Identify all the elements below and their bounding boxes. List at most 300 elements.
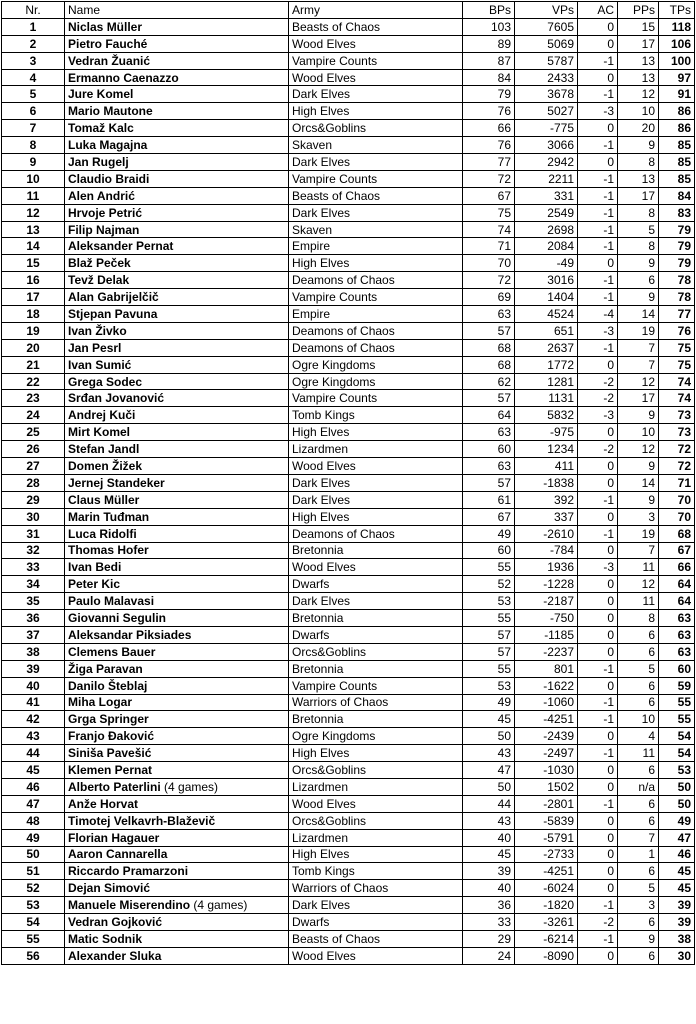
- player-name: Ivan Živko: [68, 323, 127, 338]
- cell-tps: 46: [659, 846, 695, 863]
- cell-bps: 24: [463, 947, 515, 964]
- table-row: [2, 880, 695, 897]
- cell-nr: 54: [2, 914, 65, 931]
- cell-vps: -2237: [515, 643, 578, 660]
- cell-bps: 57: [463, 643, 515, 660]
- cell-name: [65, 778, 289, 795]
- player-name: Tomaž Kalc: [68, 121, 134, 136]
- cell-name: [65, 914, 289, 931]
- cell-army: Warriors of Chaos: [289, 880, 463, 897]
- cell-nr: 24: [2, 407, 65, 424]
- cell-tps: 64: [659, 576, 695, 593]
- cell-bps: 40: [463, 880, 515, 897]
- column-header-pps: PPs: [618, 2, 659, 19]
- cell-nr: 14: [2, 238, 65, 255]
- cell-ac: 0: [578, 576, 618, 593]
- table-row: [2, 339, 695, 356]
- cell-ac: 0: [578, 880, 618, 897]
- table-row: [2, 238, 695, 255]
- table-row: [2, 677, 695, 694]
- cell-army: Wood Elves: [289, 559, 463, 576]
- cell-pps: 10: [618, 103, 659, 120]
- cell-pps: 13: [618, 170, 659, 187]
- cell-tps: 79: [659, 255, 695, 272]
- player-name: Andrej Kuči: [68, 408, 136, 423]
- player-name: Stjepan Pavuna: [68, 306, 158, 321]
- cell-pps: 8: [618, 238, 659, 255]
- player-name: Žiga Paravan: [68, 661, 143, 676]
- cell-vps: -2801: [515, 795, 578, 812]
- table-row: [2, 559, 695, 576]
- player-name: Luca Ridolfi: [68, 526, 137, 541]
- cell-pps: 11: [618, 593, 659, 610]
- table-row: [2, 778, 695, 795]
- cell-nr: 55: [2, 930, 65, 947]
- cell-nr: 32: [2, 542, 65, 559]
- cell-pps: 17: [618, 390, 659, 407]
- cell-pps: 5: [618, 221, 659, 238]
- games-note: (4 games): [193, 898, 248, 913]
- cell-name: [65, 626, 289, 643]
- table-row: [2, 711, 695, 728]
- cell-army: Warriors of Chaos: [289, 694, 463, 711]
- cell-nr: 48: [2, 812, 65, 829]
- cell-pps: 17: [618, 35, 659, 52]
- cell-ac: 0: [578, 120, 618, 137]
- cell-nr: 15: [2, 255, 65, 272]
- cell-bps: 40: [463, 829, 515, 846]
- cell-tps: 74: [659, 390, 695, 407]
- cell-nr: 52: [2, 880, 65, 897]
- cell-vps: 1404: [515, 289, 578, 306]
- cell-army: Orcs&Goblins: [289, 812, 463, 829]
- player-name: Claudio Braidi: [68, 171, 150, 186]
- cell-name: [65, 677, 289, 694]
- table-row: [2, 728, 695, 745]
- cell-nr: 29: [2, 491, 65, 508]
- cell-bps: 84: [463, 69, 515, 86]
- cell-tps: 73: [659, 407, 695, 424]
- cell-vps: -4251: [515, 711, 578, 728]
- cell-bps: 55: [463, 660, 515, 677]
- cell-name: [65, 947, 289, 964]
- table-row: [2, 170, 695, 187]
- cell-bps: 29: [463, 930, 515, 947]
- cell-bps: 76: [463, 137, 515, 154]
- table-row: [2, 103, 695, 120]
- cell-army: Beasts of Chaos: [289, 187, 463, 204]
- cell-nr: 36: [2, 610, 65, 627]
- cell-name: [65, 238, 289, 255]
- cell-ac: 0: [578, 542, 618, 559]
- cell-name: [65, 846, 289, 863]
- cell-ac: -1: [578, 491, 618, 508]
- cell-bps: 45: [463, 711, 515, 728]
- cell-pps: 8: [618, 610, 659, 627]
- cell-pps: 15: [618, 18, 659, 35]
- cell-army: Tomb Kings: [289, 407, 463, 424]
- cell-pps: 6: [618, 795, 659, 812]
- cell-pps: 6: [618, 694, 659, 711]
- cell-ac: 0: [578, 643, 618, 660]
- cell-ac: -1: [578, 238, 618, 255]
- cell-army: Dark Elves: [289, 474, 463, 491]
- games-note: (4 games): [164, 779, 219, 794]
- cell-nr: 21: [2, 356, 65, 373]
- column-header-bps: BPs: [463, 2, 515, 19]
- player-name: Alberto Paterlini: [68, 779, 161, 794]
- player-name: Grega Sodec: [68, 374, 143, 389]
- cell-army: High Elves: [289, 424, 463, 441]
- cell-name: [65, 35, 289, 52]
- cell-bps: 79: [463, 86, 515, 103]
- cell-ac: -1: [578, 170, 618, 187]
- cell-army: Deamons of Chaos: [289, 339, 463, 356]
- cell-army: Empire: [289, 306, 463, 323]
- cell-ac: 0: [578, 829, 618, 846]
- cell-army: High Elves: [289, 103, 463, 120]
- cell-nr: 8: [2, 137, 65, 154]
- table-body: [2, 18, 695, 964]
- cell-name: [65, 18, 289, 35]
- cell-vps: -8090: [515, 947, 578, 964]
- cell-ac: 0: [578, 69, 618, 86]
- cell-pps: 9: [618, 407, 659, 424]
- cell-vps: 337: [515, 508, 578, 525]
- cell-pps: 12: [618, 86, 659, 103]
- cell-name: [65, 593, 289, 610]
- cell-tps: 78: [659, 272, 695, 289]
- cell-vps: 5027: [515, 103, 578, 120]
- cell-vps: 7605: [515, 18, 578, 35]
- cell-pps: 6: [618, 643, 659, 660]
- cell-tps: 63: [659, 626, 695, 643]
- cell-pps: 7: [618, 339, 659, 356]
- cell-name: [65, 863, 289, 880]
- player-name: Florian Hagauer: [68, 830, 160, 845]
- cell-ac: -1: [578, 86, 618, 103]
- cell-ac: -3: [578, 103, 618, 120]
- cell-ac: 0: [578, 626, 618, 643]
- player-name: Alen Andrić: [68, 188, 135, 203]
- cell-vps: 3016: [515, 272, 578, 289]
- cell-army: Beasts of Chaos: [289, 18, 463, 35]
- cell-ac: -3: [578, 407, 618, 424]
- cell-pps: 6: [618, 677, 659, 694]
- table-row: [2, 863, 695, 880]
- cell-name: [65, 745, 289, 762]
- table-header: [2, 2, 695, 19]
- player-name: Franjo Đaković: [68, 729, 155, 744]
- cell-bps: 68: [463, 339, 515, 356]
- cell-nr: 37: [2, 626, 65, 643]
- cell-tps: 97: [659, 69, 695, 86]
- cell-name: [65, 711, 289, 728]
- cell-name: [65, 407, 289, 424]
- cell-vps: -1060: [515, 694, 578, 711]
- cell-ac: -2: [578, 373, 618, 390]
- cell-tps: 45: [659, 863, 695, 880]
- cell-vps: -775: [515, 120, 578, 137]
- cell-nr: 13: [2, 221, 65, 238]
- cell-tps: 47: [659, 829, 695, 846]
- cell-bps: 87: [463, 52, 515, 69]
- cell-army: Orcs&Goblins: [289, 762, 463, 779]
- cell-ac: -2: [578, 390, 618, 407]
- cell-name: [65, 221, 289, 238]
- cell-tps: 118: [659, 18, 695, 35]
- cell-army: High Elves: [289, 846, 463, 863]
- player-name: Pietro Fauché: [68, 36, 148, 51]
- cell-pps: 13: [618, 52, 659, 69]
- cell-bps: 45: [463, 846, 515, 863]
- cell-vps: 2211: [515, 170, 578, 187]
- cell-ac: 0: [578, 728, 618, 745]
- cell-army: Dwarfs: [289, 914, 463, 931]
- cell-nr: 35: [2, 593, 65, 610]
- cell-bps: 72: [463, 272, 515, 289]
- cell-nr: 31: [2, 525, 65, 542]
- player-name: Blaž Peček: [68, 256, 131, 271]
- cell-pps: 8: [618, 204, 659, 221]
- cell-vps: 3678: [515, 86, 578, 103]
- cell-tps: 63: [659, 643, 695, 660]
- cell-name: [65, 441, 289, 458]
- table-row: [2, 610, 695, 627]
- cell-nr: 45: [2, 762, 65, 779]
- cell-tps: 50: [659, 778, 695, 795]
- cell-pps: 6: [618, 762, 659, 779]
- cell-name: [65, 542, 289, 559]
- cell-nr: 38: [2, 643, 65, 660]
- cell-name: [65, 306, 289, 323]
- player-name: Aleksandar Piksiades: [68, 627, 192, 642]
- cell-name: [65, 356, 289, 373]
- cell-name: [65, 508, 289, 525]
- cell-name: [65, 289, 289, 306]
- cell-army: Lizardmen: [289, 829, 463, 846]
- cell-tps: 91: [659, 86, 695, 103]
- table-row: [2, 407, 695, 424]
- cell-tps: 64: [659, 593, 695, 610]
- cell-nr: 46: [2, 778, 65, 795]
- cell-vps: -2610: [515, 525, 578, 542]
- table-row: [2, 745, 695, 762]
- player-name: Aaron Cannarella: [68, 847, 168, 862]
- table-row: [2, 441, 695, 458]
- player-name: Ivan Sumić: [68, 357, 132, 372]
- table-row: [2, 322, 695, 339]
- cell-tps: 39: [659, 897, 695, 914]
- cell-pps: 10: [618, 424, 659, 441]
- cell-tps: 54: [659, 728, 695, 745]
- cell-name: [65, 694, 289, 711]
- cell-army: Deamons of Chaos: [289, 322, 463, 339]
- table-row: [2, 542, 695, 559]
- cell-army: Deamons of Chaos: [289, 272, 463, 289]
- cell-tps: 38: [659, 930, 695, 947]
- cell-nr: 49: [2, 829, 65, 846]
- player-name: Alan Gabrijelčič: [68, 290, 159, 305]
- cell-vps: 331: [515, 187, 578, 204]
- table-row: [2, 897, 695, 914]
- cell-ac: -1: [578, 204, 618, 221]
- cell-vps: 4524: [515, 306, 578, 323]
- cell-bps: 52: [463, 576, 515, 593]
- player-name: Miha Logar: [68, 695, 133, 710]
- cell-nr: 30: [2, 508, 65, 525]
- cell-nr: 5: [2, 86, 65, 103]
- cell-nr: 11: [2, 187, 65, 204]
- table-row: [2, 424, 695, 441]
- cell-vps: -784: [515, 542, 578, 559]
- cell-bps: 89: [463, 35, 515, 52]
- cell-bps: 50: [463, 778, 515, 795]
- cell-tps: 55: [659, 711, 695, 728]
- cell-vps: -3261: [515, 914, 578, 931]
- player-name: Hrvoje Petrić: [68, 205, 143, 220]
- cell-vps: 2698: [515, 221, 578, 238]
- cell-bps: 57: [463, 390, 515, 407]
- cell-nr: 16: [2, 272, 65, 289]
- cell-pps: 6: [618, 272, 659, 289]
- cell-nr: 12: [2, 204, 65, 221]
- cell-ac: 0: [578, 356, 618, 373]
- cell-tps: 106: [659, 35, 695, 52]
- table-row: [2, 643, 695, 660]
- player-name: Niclas Müller: [68, 19, 143, 34]
- player-name: Srđan Jovanović: [68, 391, 165, 406]
- player-name: Vedran Gojković: [68, 915, 163, 930]
- player-name: Danilo Šteblaj: [68, 678, 148, 693]
- column-header-ac: AC: [578, 2, 618, 19]
- cell-tps: 72: [659, 458, 695, 475]
- cell-vps: 1772: [515, 356, 578, 373]
- cell-army: Deamons of Chaos: [289, 525, 463, 542]
- cell-name: [65, 795, 289, 812]
- table-row: [2, 187, 695, 204]
- cell-pps: 7: [618, 542, 659, 559]
- cell-army: Wood Elves: [289, 795, 463, 812]
- cell-tps: 70: [659, 491, 695, 508]
- cell-bps: 77: [463, 154, 515, 171]
- cell-pps: 17: [618, 187, 659, 204]
- cell-nr: 2: [2, 35, 65, 52]
- cell-bps: 64: [463, 407, 515, 424]
- cell-vps: 5787: [515, 52, 578, 69]
- cell-bps: 74: [463, 221, 515, 238]
- cell-army: Dark Elves: [289, 897, 463, 914]
- table-row: [2, 508, 695, 525]
- cell-vps: -1185: [515, 626, 578, 643]
- cell-army: Dark Elves: [289, 491, 463, 508]
- player-name: Alexander Sluka: [68, 948, 162, 963]
- cell-army: Bretonnia: [289, 660, 463, 677]
- table-row: [2, 930, 695, 947]
- cell-army: Wood Elves: [289, 69, 463, 86]
- header-row: [2, 2, 695, 19]
- player-name: Stefan Jandl: [68, 442, 140, 457]
- table-row: [2, 221, 695, 238]
- cell-vps: 2549: [515, 204, 578, 221]
- cell-army: High Elves: [289, 745, 463, 762]
- cell-name: [65, 339, 289, 356]
- cell-name: [65, 829, 289, 846]
- cell-army: Dark Elves: [289, 86, 463, 103]
- cell-nr: 19: [2, 322, 65, 339]
- cell-bps: 33: [463, 914, 515, 931]
- cell-pps: 12: [618, 373, 659, 390]
- cell-tps: 100: [659, 52, 695, 69]
- cell-nr: 41: [2, 694, 65, 711]
- cell-vps: 1936: [515, 559, 578, 576]
- table-row: [2, 576, 695, 593]
- cell-army: Orcs&Goblins: [289, 120, 463, 137]
- cell-nr: 34: [2, 576, 65, 593]
- cell-pps: 14: [618, 306, 659, 323]
- column-header-tps: TPs: [659, 2, 695, 19]
- cell-nr: 22: [2, 373, 65, 390]
- cell-ac: -1: [578, 272, 618, 289]
- table-row: [2, 660, 695, 677]
- cell-ac: -1: [578, 339, 618, 356]
- cell-pps: 6: [618, 947, 659, 964]
- cell-pps: 11: [618, 559, 659, 576]
- cell-ac: 0: [578, 458, 618, 475]
- player-name: Mirt Komel: [68, 425, 131, 440]
- cell-ac: -1: [578, 745, 618, 762]
- cell-name: [65, 424, 289, 441]
- cell-vps: 2433: [515, 69, 578, 86]
- cell-bps: 36: [463, 897, 515, 914]
- cell-ac: 0: [578, 35, 618, 52]
- cell-tps: 75: [659, 356, 695, 373]
- cell-pps: 9: [618, 255, 659, 272]
- cell-nr: 44: [2, 745, 65, 762]
- cell-name: [65, 762, 289, 779]
- player-name: Siniša Pavešić: [68, 746, 152, 761]
- column-header-name: Name: [65, 2, 289, 19]
- player-name: Klemen Pernat: [68, 763, 153, 778]
- cell-vps: -975: [515, 424, 578, 441]
- cell-ac: -1: [578, 289, 618, 306]
- cell-pps: 12: [618, 576, 659, 593]
- cell-tps: 59: [659, 677, 695, 694]
- cell-vps: 1131: [515, 390, 578, 407]
- cell-vps: -1838: [515, 474, 578, 491]
- table-row: [2, 373, 695, 390]
- cell-tps: 83: [659, 204, 695, 221]
- player-name: Luka Magajna: [68, 138, 148, 153]
- cell-army: Beasts of Chaos: [289, 930, 463, 947]
- cell-ac: 0: [578, 154, 618, 171]
- cell-name: [65, 120, 289, 137]
- cell-pps: 7: [618, 356, 659, 373]
- cell-ac: -1: [578, 897, 618, 914]
- cell-army: Empire: [289, 238, 463, 255]
- cell-army: Tomb Kings: [289, 863, 463, 880]
- cell-bps: 43: [463, 745, 515, 762]
- cell-name: [65, 204, 289, 221]
- cell-army: High Elves: [289, 508, 463, 525]
- cell-nr: 18: [2, 306, 65, 323]
- cell-tps: 68: [659, 525, 695, 542]
- table-row: [2, 289, 695, 306]
- player-name: Vedran Žuanić: [68, 53, 151, 68]
- cell-ac: -2: [578, 914, 618, 931]
- cell-nr: 42: [2, 711, 65, 728]
- cell-bps: 49: [463, 694, 515, 711]
